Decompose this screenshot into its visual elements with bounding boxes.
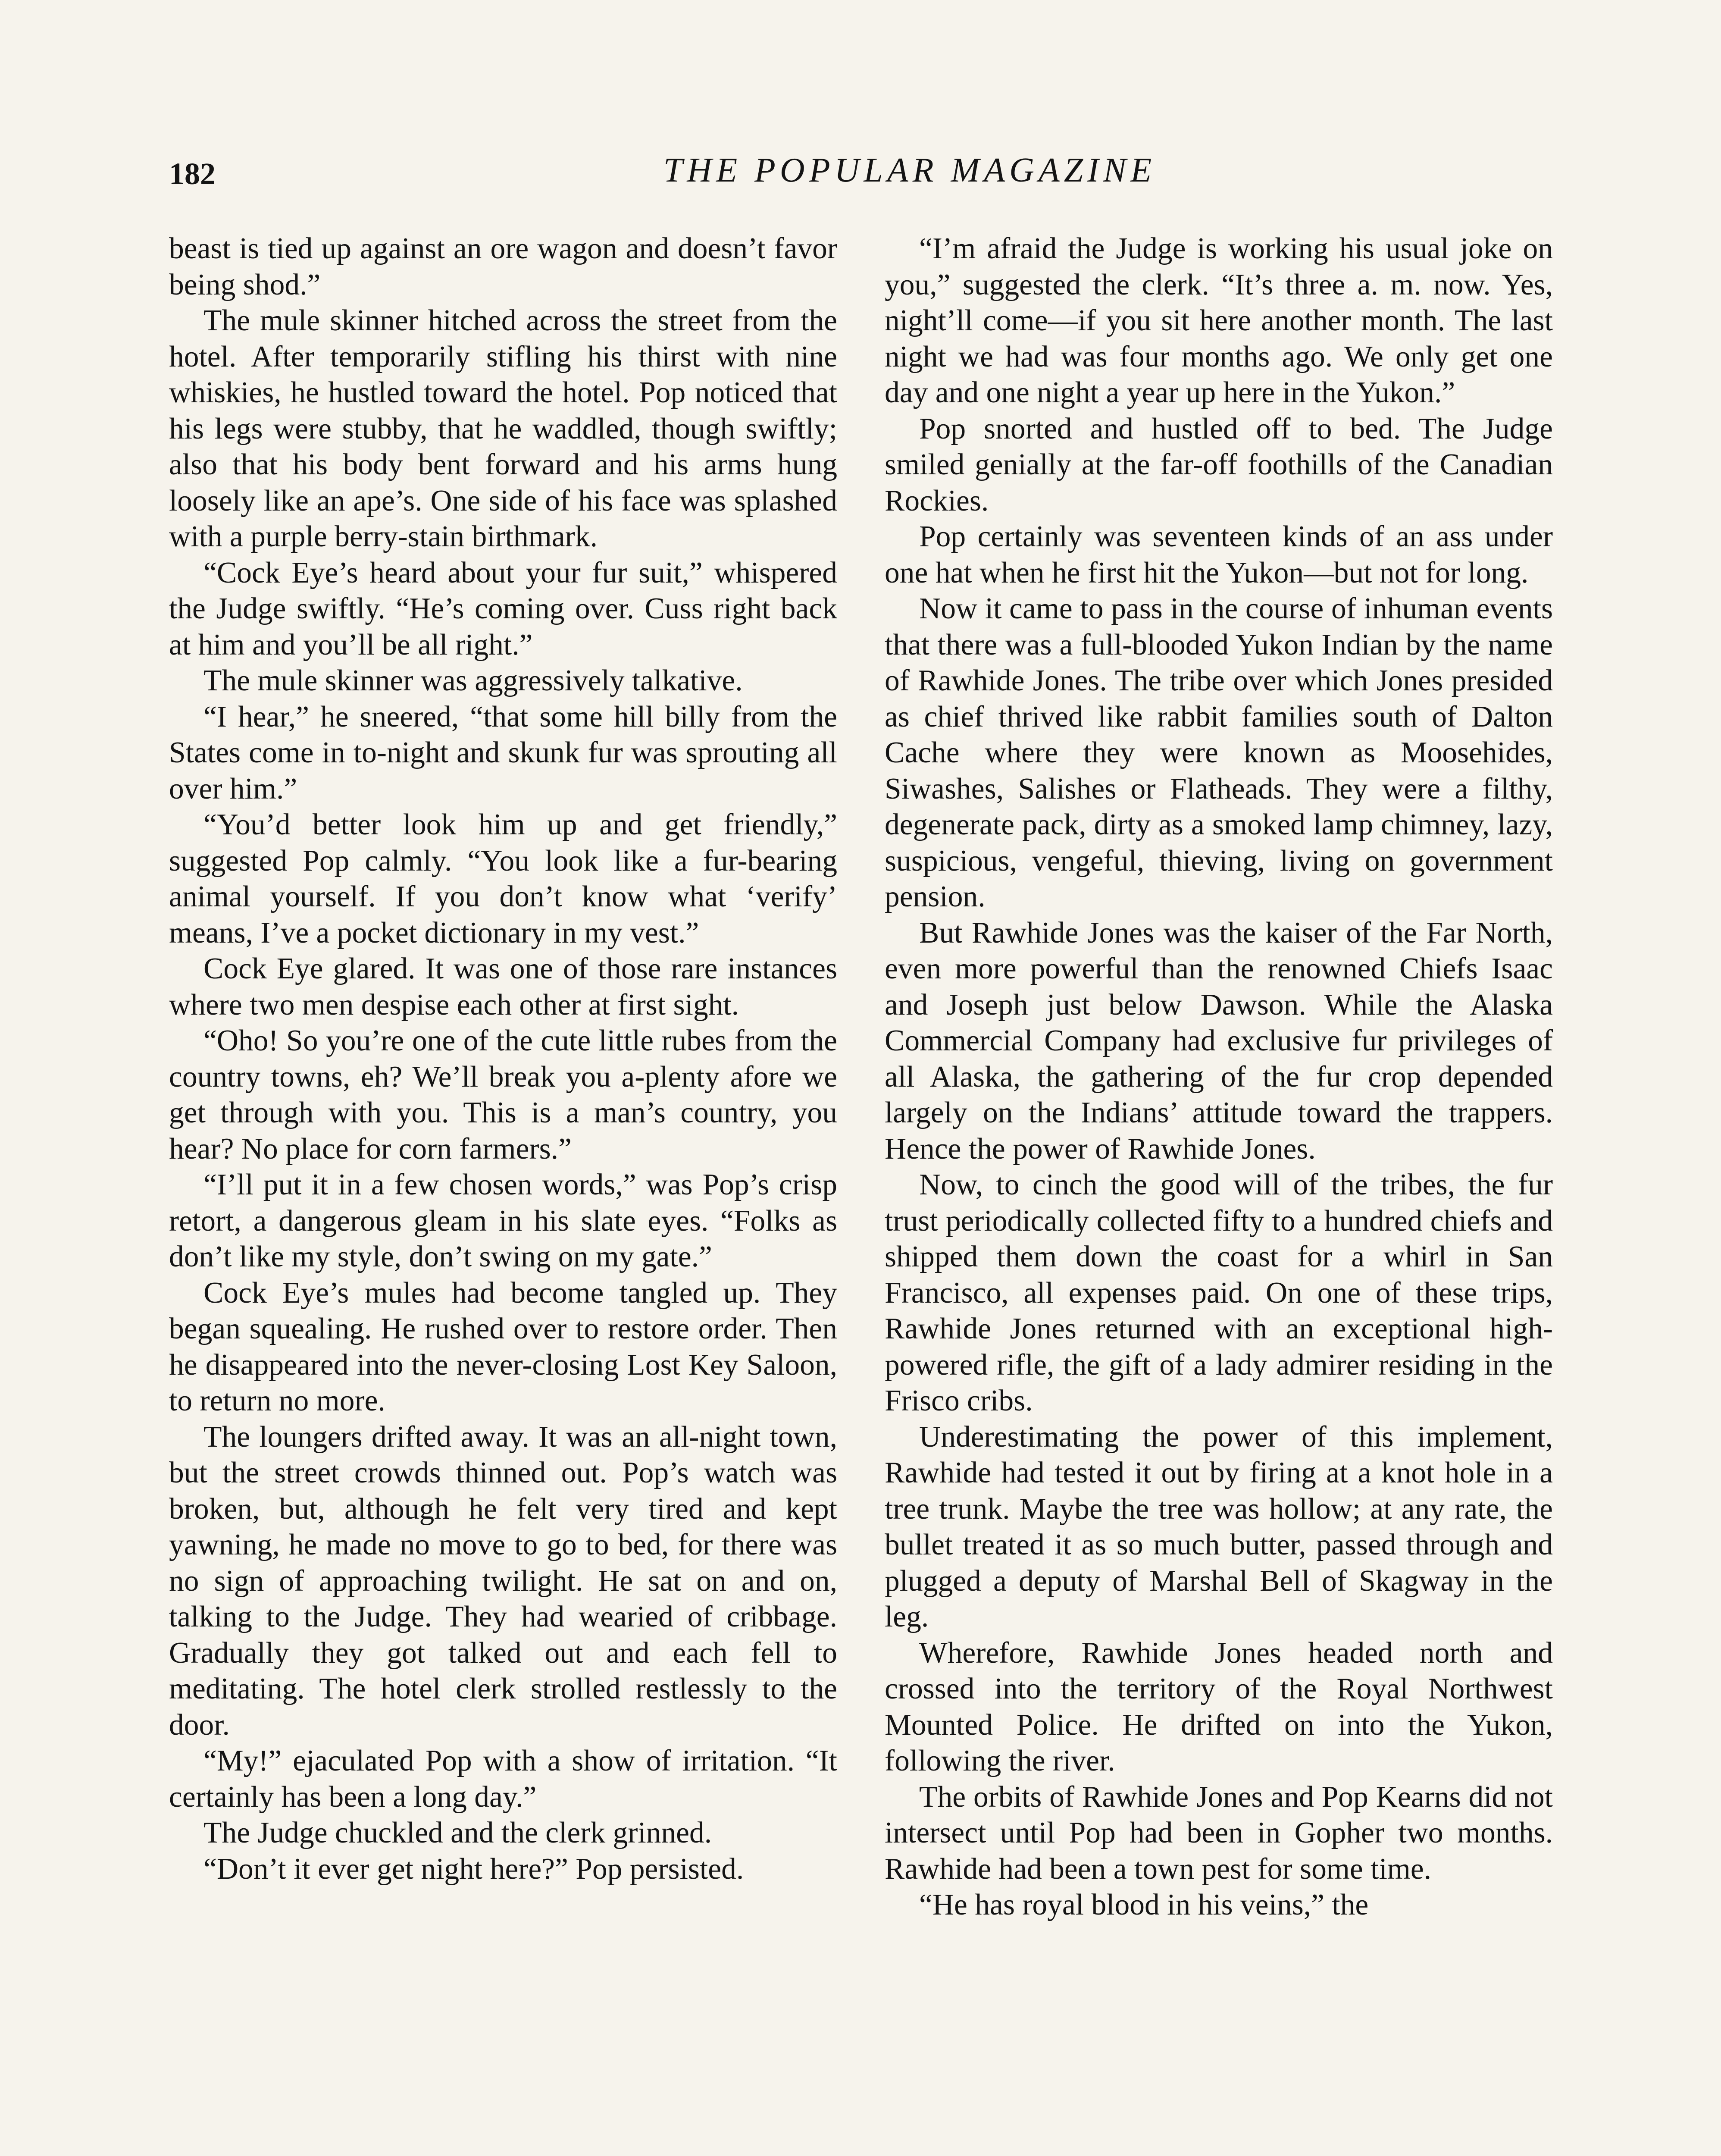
right-column <box>885 231 1553 1923</box>
paragraph: “You’d better look him up and get friendly,” suggested Pop calmly. “You look like a fur-bearing animal yourself. If you don’t know what ‘verify’ means, I’ve a pocket dictionary in my vest.” <box>169 808 837 950</box>
running-head: THE POPULAR MAGAZINE <box>663 151 1156 189</box>
paragraph: The loungers drifted away. It was an all-night town, but the street crowds thinned out. Pop’s watch was broken, but, although he felt very tired and kept yawning, he made no move to go to bed, for there was no sign of approaching twilight. He sat on and on, talking to the Judge. They had wearied of cribbage. Gradually they got talked out and each fell to meditating. The hotel clerk strolled restlessly to the door. <box>169 1420 837 1742</box>
left-column <box>169 231 837 1887</box>
paragraph: beast is tied up against an ore wagon and doesn’t favor being shod.” <box>169 232 837 301</box>
paragraph: Wherefore, Rawhide Jones headed north and crossed into the territory of the Royal Northwest Mounted Police. He drifted on into the Yukon, following the river. <box>885 1636 1553 1777</box>
paragraph: But Rawhide Jones was the kaiser of the Far North, even more powerful than the renowned Chiefs Isaac and Joseph just below Dawson. While the Alaska Commercial Company had exclusive fur privileges of all Alaska, the gathering of the fur crop depended largely on the Indians’ attitude toward the trappers. Hence the power of Rawhide Jones. <box>885 916 1553 1166</box>
paragraph: “Don’t it ever get night here?” Pop persisted. <box>203 1852 744 1886</box>
paragraph: “Oho! So you’re one of the cute little rubes from the country towns, eh? We’ll break you a-plenty afore we get through with you. This is a man’s country, you hear? No place for corn farmers.” <box>169 1024 837 1166</box>
paragraph: “My!” ejaculated Pop with a show of irritation. “It certainly has been a long day.” <box>169 1744 837 1814</box>
paragraph: “Cock Eye’s heard about your fur suit,” whispered the Judge swiftly. “He’s coming over. Cuss right back at him and you’ll be all right.” <box>169 556 837 661</box>
paragraph: The mule skinner was aggressively talkative. <box>203 664 743 697</box>
paragraph: Cock Eye’s mules had become tangled up. They began squealing. He rushed over to restore order. Then he disappeared into the never-closing Lost Key Saloon, to return no more. <box>169 1276 837 1417</box>
paragraph: Underestimating the power of this implement, Rawhide had tested it out by firing at a knot hole in a tree trunk. Maybe the tree was hollow; at any rate, the bullet treated it as so much butter, passed through and plugged a deputy of Marshal Bell of Skagway in the leg. <box>885 1420 1553 1633</box>
paragraph: “I’m afraid the Judge is working his usual joke on you,” suggested the clerk. “It’s three a. m. now. Yes, night’ll come—if you sit here another month. The last night we had was four months ago. We only get one day and one night a year up here in the Yukon.” <box>885 232 1553 409</box>
paragraph: Now it came to pass in the course of inhuman events that there was a full-blooded Yukon Indian by the name of Rawhide Jones. The tribe over which Jones presided as chief thrived like rabbit families south of Dalton Cache where they were known as Moosehides, Siwashes, Salishes or Flatheads. They were a filthy, degenerate pack, dirty as a smoked lamp chimney, lazy, suspicious, vengeful, thieving, living on government pension. <box>885 592 1553 913</box>
paragraph: The orbits of Rawhide Jones and Pop Kearns did not intersect until Pop had been in Gopher two months. Rawhide had been a town pest for some time. <box>885 1780 1553 1886</box>
paragraph: Pop certainly was seventeen kinds of an ass under one hat when he first hit the Yukon—but not for long. <box>885 520 1553 589</box>
paragraph: Pop snorted and hustled off to bed. The Judge smiled genially at the far-off foothills of the Canadian Rockies. <box>885 412 1553 517</box>
paragraph: “He has royal blood in his veins,” the <box>919 1888 1369 1921</box>
paragraph: The mule skinner hitched across the street from the hotel. After temporarily stifling his thirst with nine whiskies, he hustled toward the hotel. Pop noticed that his legs were stubby, that he waddled, though swiftly; also that his body bent forward and his arms hung loosely like an ape’s. One side of his face was splashed with a purple berry-stain birthmark. <box>169 304 837 553</box>
paragraph: The Judge chuckled and the clerk grinned. <box>203 1816 712 1849</box>
paragraph: Now, to cinch the good will of the tribes, the fur trust periodically collected fifty to a hundred chiefs and shipped them down the coast for a whirl in San Francisco, all expenses paid. On one of these trips, Rawhide Jones returned with an exceptional high-powered rifle, the gift of a lady admirer residing in the Frisco cribs. <box>885 1168 1553 1417</box>
paragraph: “I’ll put it in a few chosen words,” was Pop’s crisp retort, a dangerous gleam in his slate eyes. “Folks as don’t like my style, don’t swing on my gate.” <box>169 1168 837 1273</box>
page-number: 182 <box>169 157 216 191</box>
paragraph: “I hear,” he sneered, “that some hill billy from the States come in to-night and skunk fur was sprouting all over him.” <box>169 700 837 805</box>
paragraph: Cock Eye glared. It was one of those rare instances where two men despise each other at first sight. <box>169 952 837 1022</box>
